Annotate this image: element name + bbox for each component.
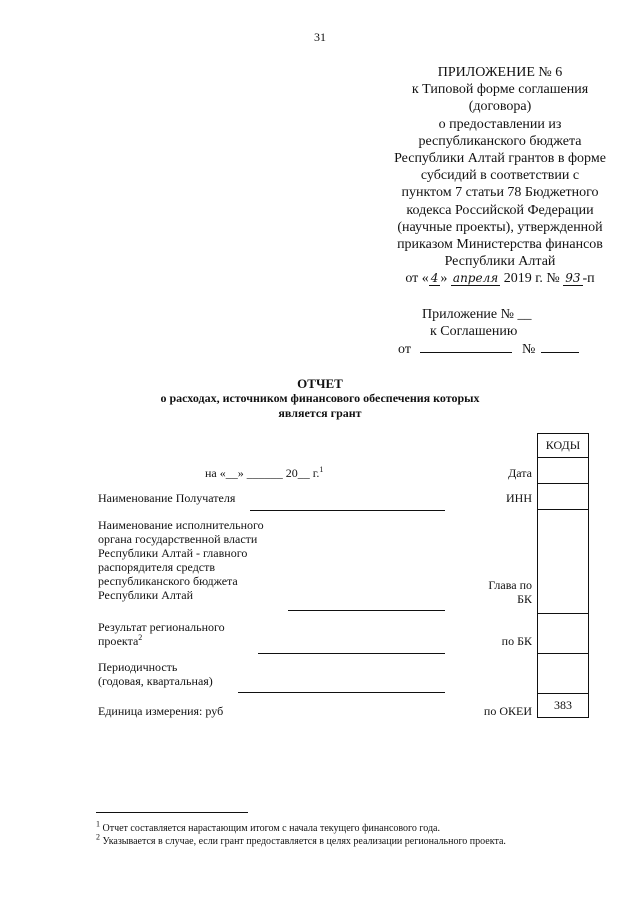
- handwritten-day: 4: [430, 271, 439, 286]
- appendix-line: республиканского бюджета: [418, 133, 582, 149]
- okei-code-label: по ОКЕИ: [483, 704, 532, 718]
- agreement-from: от: [398, 342, 411, 357]
- bk-code-cell[interactable]: [538, 614, 589, 654]
- okei-code-cell: 383: [538, 694, 589, 718]
- report-title-sub1: о расходах, источником финансового обеспечения которых: [160, 391, 480, 405]
- date-code-cell[interactable]: [538, 458, 589, 484]
- periodicity-label: [98, 660, 213, 688]
- footnote-ref-2: 2: [138, 633, 143, 642]
- result-label-line1: Результат регионального: [98, 620, 225, 634]
- agreement-number-blank: [541, 351, 579, 353]
- footnote-2: [96, 832, 596, 848]
- appendix-line: пунктом 7 статьи 78 Бюджетного: [401, 185, 599, 201]
- result-label: [98, 620, 225, 648]
- appendix-line: приказом Министерства финансов: [397, 237, 603, 253]
- glava-code-label: [460, 578, 532, 606]
- unit-label: Единица измерения: руб: [98, 704, 224, 718]
- authority-line: республиканского бюджета: [98, 574, 238, 588]
- glava-label-line1: Глава по: [488, 578, 532, 592]
- number-suffix: -п: [582, 271, 595, 287]
- footnote-1: [96, 819, 596, 835]
- appendix-line: (договора): [468, 99, 532, 115]
- footnote-separator: [96, 812, 248, 813]
- authority-underline: [288, 610, 445, 611]
- bk-code-label: по БК: [501, 634, 532, 648]
- date-prefix: от «: [405, 271, 429, 287]
- authority-line: Республики Алтай: [98, 588, 193, 602]
- appendix-line: (научные проекты), утвержденной: [397, 219, 603, 235]
- periodicity-line1: Периодичность: [98, 660, 178, 674]
- periodicity-line2: (годовая, квартальная): [98, 674, 213, 688]
- periodicity-code-cell[interactable]: [538, 654, 589, 694]
- authority-line: распорядителя средств: [98, 560, 216, 574]
- report-title-sub2: является грант: [278, 406, 362, 420]
- appendix-line: кодекса Российской Федерации: [406, 202, 594, 218]
- glava-label-line2: БК: [517, 592, 532, 606]
- order-date-line: [350, 270, 640, 287]
- footnotes: [96, 819, 596, 848]
- authority-line: органа государственной власти: [98, 532, 258, 546]
- periodicity-underline: [238, 692, 445, 693]
- inn-code-cell[interactable]: [538, 484, 589, 510]
- agreement-appendix-number: Приложение № __: [422, 307, 532, 322]
- agreement-date-line: [360, 341, 580, 358]
- agreement-no: №: [521, 342, 536, 357]
- authority-label: [98, 518, 264, 602]
- footnote-ref-1: 1: [319, 465, 324, 474]
- appendix-line: Республики Алтай грантов в форме: [394, 151, 606, 167]
- recipient-underline: [250, 510, 445, 511]
- report-title-main: ОТЧЕТ: [297, 376, 343, 391]
- appendix-header: [350, 64, 640, 288]
- authority-line: Республики Алтай - главного: [98, 546, 248, 560]
- authority-line: Наименование исполнительного: [98, 518, 264, 532]
- result-label-text: проекта: [98, 634, 139, 648]
- agreement-label: к Соглашению: [430, 324, 518, 339]
- footnote-1-mark: 1: [96, 819, 100, 829]
- inn-code-label: ИНН: [506, 491, 532, 505]
- glava-code-cell[interactable]: [538, 510, 589, 614]
- report-date-text: на «__» ______ 20__ г.: [205, 466, 320, 480]
- date-code-label: Дата: [508, 466, 532, 480]
- result-underline: [258, 653, 445, 654]
- appendix-line: субсидий в соответствии с: [420, 168, 580, 184]
- handwritten-number: 93: [565, 271, 581, 286]
- footnote-2-text: Указывается в случае, если грант предоставляется в целях реализации регионального проекта.: [102, 836, 506, 847]
- appendix-line: Республики Алтай: [444, 254, 556, 270]
- agreement-reference: [360, 306, 580, 358]
- report-date-line: [205, 466, 323, 480]
- result-label-line2: [98, 634, 225, 648]
- page-number: 31: [314, 30, 326, 44]
- footnote-1-text: Отчет составляется нарастающим итогом с начала текущего финансового года.: [102, 823, 440, 834]
- report-title: [150, 376, 490, 421]
- handwritten-month: апреля: [452, 271, 499, 286]
- date-mid: »: [440, 271, 448, 287]
- codes-header: КОДЫ: [538, 434, 589, 458]
- year-text: 2019 г. №: [503, 271, 560, 287]
- footnote-2-mark: 2: [96, 832, 100, 842]
- codes-table: [537, 433, 589, 718]
- appendix-line: о предоставлении из: [438, 116, 562, 132]
- agreement-date-blank: [420, 351, 512, 353]
- appendix-line: ПРИЛОЖЕНИЕ № 6: [437, 65, 563, 80]
- recipient-label: Наименование Получателя: [98, 491, 236, 505]
- appendix-line: к Типовой форме соглашения: [411, 82, 589, 98]
